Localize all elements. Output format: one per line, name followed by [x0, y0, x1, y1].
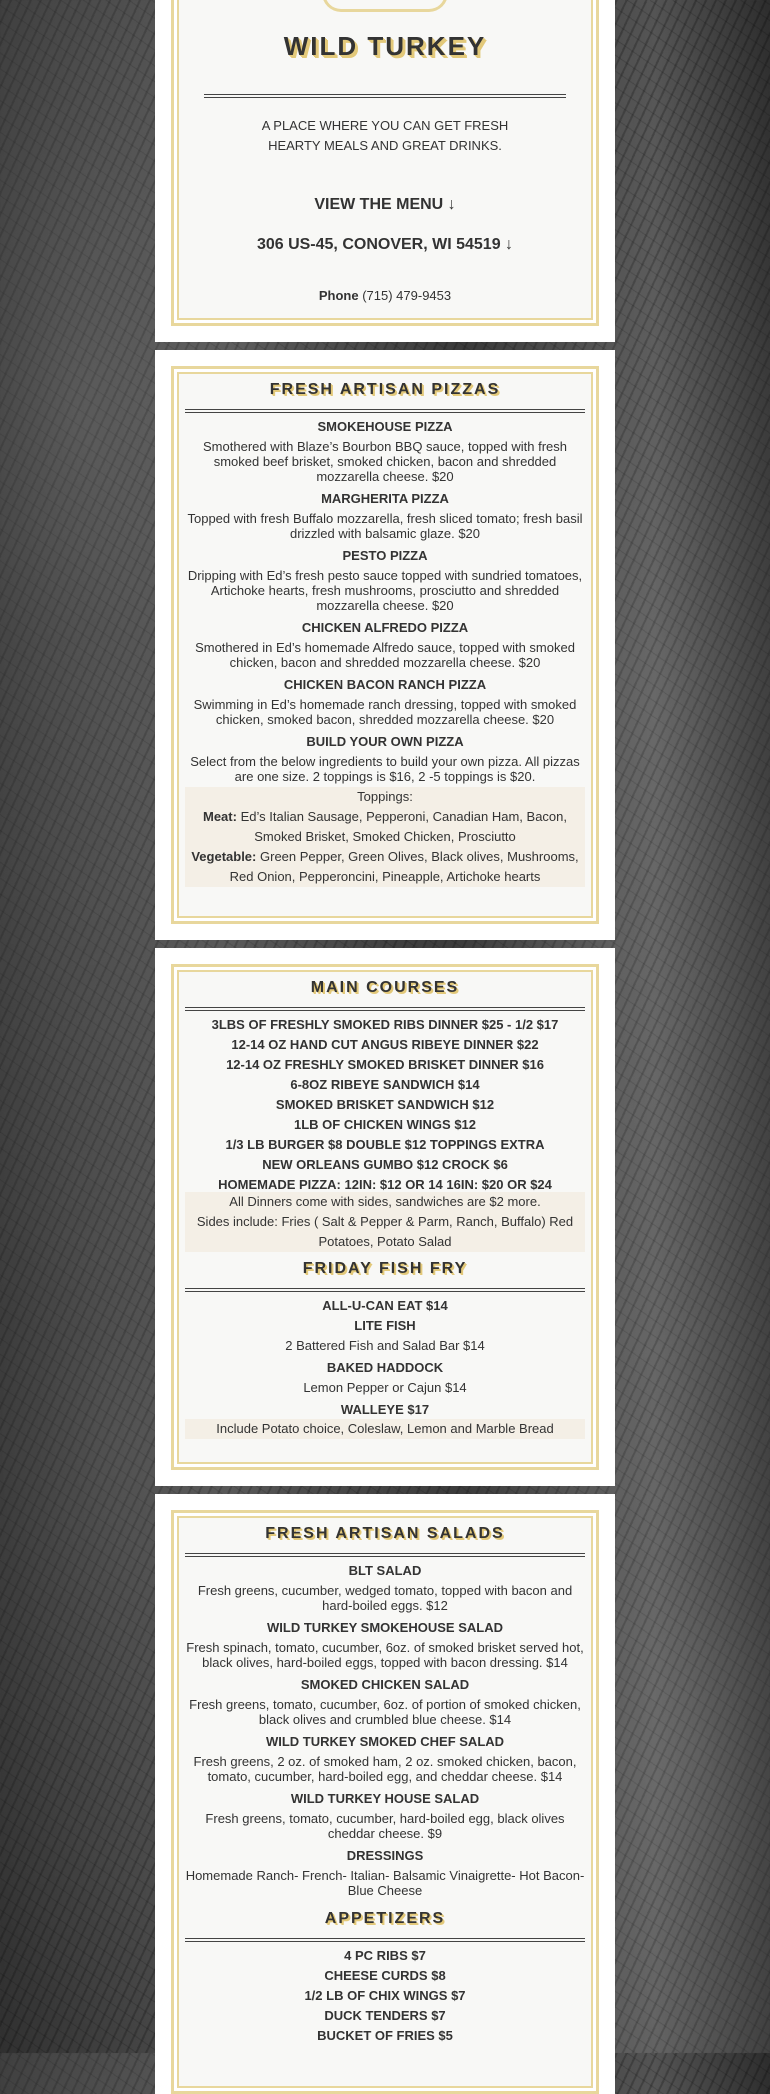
main-frame: [171, 964, 599, 1470]
salads-card: [155, 1494, 615, 2094]
pizza-desc: Topped with fresh Buffalo mozzarella, fresh sliced tomato; fresh basil drizzled with balsamic glaze. $20: [187, 511, 583, 541]
toppings-label: Toppings:: [357, 789, 413, 804]
main-item: NEW ORLEANS GUMBO $12 CROCK $6: [262, 1157, 508, 1172]
salad-name: WILD TURKEY SMOKEHOUSE SALAD: [267, 1620, 503, 1635]
pizza-name: CHICKEN BACON RANCH PIZZA: [283, 677, 487, 692]
salad-item: [185, 1620, 585, 1670]
pizza-item: [185, 491, 585, 541]
pizza-desc: Dripping with Ed’s fresh pesto sauce topped with sundried tomatoes, Artichoke hearts, fresh mushrooms, prosciutto and shredded mozzarella cheese. $20: [187, 568, 583, 613]
salads-frame: [171, 1510, 599, 2094]
salad-desc: Fresh greens, tomato, cucumber, hard-boiled egg, black olives cheddar cheese. $9: [205, 1811, 565, 1841]
fish-all-you-can-eat: ALL-U-CAN EAT $14: [322, 1298, 448, 1313]
salads-title: FRESH ARTISAN SALADS: [265, 1525, 505, 1542]
pizza-item: [185, 419, 585, 484]
main-item: 12-14 OZ FRESHLY SMOKED BRISKET DINNER $16: [226, 1057, 544, 1072]
veg-list: Green Pepper, Green Olives, Black olives, Mushrooms, Red Onion, Pepperoncini, Pineapple, Artichoke hearts: [229, 849, 579, 884]
fish-lite-desc: 2 Battered Fish and Salad Bar $14: [285, 1338, 485, 1353]
view-menu-link[interactable]: VIEW THE MENU ↓: [314, 196, 456, 213]
phone-label: Phone: [318, 288, 359, 303]
meat-list: Ed’s Italian Sausage, Pepperoni, Canadian Ham, Bacon, Smoked Brisket, Smoked Chicken, Prosciutto: [240, 809, 567, 844]
pizza-item: [185, 620, 585, 670]
header-frame: [171, 0, 599, 326]
main-item: SMOKED BRISKET SANDWICH $12: [275, 1097, 495, 1112]
appetizers-rule: [185, 1938, 585, 1942]
salad-name: BLT SALAD: [348, 1563, 422, 1578]
main-card: [155, 948, 615, 1486]
salad-name: DRESSINGS: [346, 1848, 424, 1863]
pizza-name: PESTO PIZZA: [342, 548, 428, 563]
main-rule: [185, 1007, 585, 1011]
site-title: WILD TURKEY: [283, 31, 487, 61]
veg-toppings: [189, 847, 581, 887]
appetizer-item: CHEESE CURDS $8: [324, 1968, 446, 1983]
pizza-name: CHICKEN ALFREDO PIZZA: [301, 620, 469, 635]
pizza-desc: Select from the below ingredients to build your own pizza. All pizzas are one size. 2 toppings is $16, 2 -5 toppings is $20.: [190, 754, 580, 784]
header-card: [155, 0, 615, 342]
pizza-desc: Smothered with Blaze’s Bourbon BBQ sauce, topped with fresh smoked beef brisket, smoked chicken, bacon and shredded mozzarella cheese. $20: [203, 439, 567, 484]
pizzas-frame: [171, 366, 599, 924]
fish-title: FRIDAY FISH FRY: [302, 1260, 468, 1277]
main-title: MAIN COURSES: [310, 979, 460, 996]
phone-number[interactable]: (715) 479-9453: [362, 288, 452, 303]
pizza-desc: Swimming in Ed’s homemade ranch dressing, topped with smoked chicken, smoked bacon, shredded mozzarella cheese. $20: [193, 697, 577, 727]
dinners-note: [185, 1192, 585, 1252]
pizza-name: BUILD YOUR OWN PIZZA: [306, 734, 464, 749]
appetizer-item: 1/2 LB OF CHIX WINGS $7: [304, 1988, 466, 2003]
pizza-desc: Smothered in Ed’s homemade Alfredo sauce, topped with smoked chicken, bacon and shredded mozzarella cheese. $20: [195, 640, 575, 670]
salad-item: [185, 1563, 585, 1613]
fish-rule: [185, 1288, 585, 1292]
pizzas-title: FRESH ARTISAN PIZZAS: [269, 381, 501, 398]
fish-haddock-desc: Lemon Pepper or Cajun $14: [303, 1380, 467, 1395]
salad-item: [185, 1734, 585, 1784]
pizzas-card: [155, 350, 615, 940]
salad-desc: Fresh greens, 2 oz. of smoked ham, 2 oz. smoked chicken, bacon, tomato, cucumber, hard-boiled egg, and cheddar cheese. $14: [193, 1754, 577, 1784]
appetizers-title: APPETIZERS: [324, 1910, 446, 1927]
salad-item: [185, 1791, 585, 1841]
pizza-item: [185, 734, 585, 784]
main-item: 1/3 LB BURGER $8 DOUBLE $12 TOPPINGS EXTRA: [225, 1137, 545, 1152]
meat-label: Meat:: [203, 809, 237, 824]
appetizer-item: BUCKET OF FRIES $5: [317, 2028, 453, 2043]
salad-desc: Homemade Ranch- French- Italian- Balsamic Vinaigrette- Hot Bacon- Blue Cheese: [185, 1868, 585, 1898]
dinners-note-line: All Dinners come with sides, sandwiches are $2 more.: [229, 1194, 541, 1209]
salad-desc: Fresh greens, tomato, cucumber, 6oz. of portion of smoked chicken, black olives and crumbled blue cheese. $14: [189, 1697, 581, 1727]
appetizer-item: 4 PC RIBS $7: [344, 1948, 426, 1963]
pizzas-rule: [185, 409, 585, 413]
main-item: 1LB OF CHICKEN WINGS $12: [293, 1117, 477, 1132]
veg-label: Vegetable:: [191, 849, 257, 864]
address-link[interactable]: 306 US-45, CONOVER, WI 54519 ↓: [256, 236, 514, 253]
pizza-item: [185, 677, 585, 727]
salad-name: SMOKED CHICKEN SALAD: [300, 1677, 470, 1692]
logo-arc: [322, 0, 448, 12]
salad-desc: Fresh greens, cucumber, wedged tomato, topped with bacon and hard-boiled eggs. $12: [197, 1583, 573, 1613]
salad-item: [185, 1848, 585, 1898]
fish-lite-name: LITE FISH: [354, 1318, 416, 1333]
salad-desc: Fresh spinach, tomato, cucumber, 6oz. of smoked brisket served hot, black olives, hard-boiled eggs, topped with bacon dressing. $14: [186, 1640, 584, 1670]
toppings-box: [185, 787, 585, 887]
appetizer-item: DUCK TENDERS $7: [324, 2008, 446, 2023]
main-item: 12-14 OZ HAND CUT ANGUS RIBEYE DINNER $22: [231, 1037, 539, 1052]
phone-line: [204, 288, 566, 303]
salad-name: WILD TURKEY SMOKED CHEF SALAD: [265, 1734, 505, 1749]
main-item: 3LBS OF FRESHLY SMOKED RIBS DINNER $25 - 1/2 $17: [211, 1017, 559, 1032]
salads-rule: [185, 1553, 585, 1557]
main-item: 6-8OZ RIBEYE SANDWICH $14: [290, 1077, 480, 1092]
title-rule: [204, 94, 566, 98]
fish-note: Include Potato choice, Coleslaw, Lemon and Marble Bread: [185, 1419, 585, 1439]
main-item: HOMEMADE PIZZA: 12IN: $12 OR 14 16IN: $20 OR $24: [218, 1177, 552, 1192]
fish-walleye-name: WALLEYE $17: [340, 1402, 430, 1417]
pizza-name: MARGHERITA PIZZA: [321, 491, 449, 506]
tagline: A PLACE WHERE YOU CAN GET FRESH HEARTY MEALS AND GREAT DRINKS.: [261, 118, 509, 153]
meat-toppings: [189, 807, 581, 847]
pizza-item: [185, 548, 585, 613]
fish-haddock-name: BAKED HADDOCK: [326, 1360, 444, 1375]
pizza-name: SMOKEHOUSE PIZZA: [317, 419, 453, 434]
salad-name: WILD TURKEY HOUSE SALAD: [290, 1791, 480, 1806]
sides-note-line: Sides include: Fries ( Salt & Pepper & Parm, Ranch, Buffalo) Red Potatoes, Potato Salad: [196, 1214, 574, 1249]
salad-item: [185, 1677, 585, 1727]
